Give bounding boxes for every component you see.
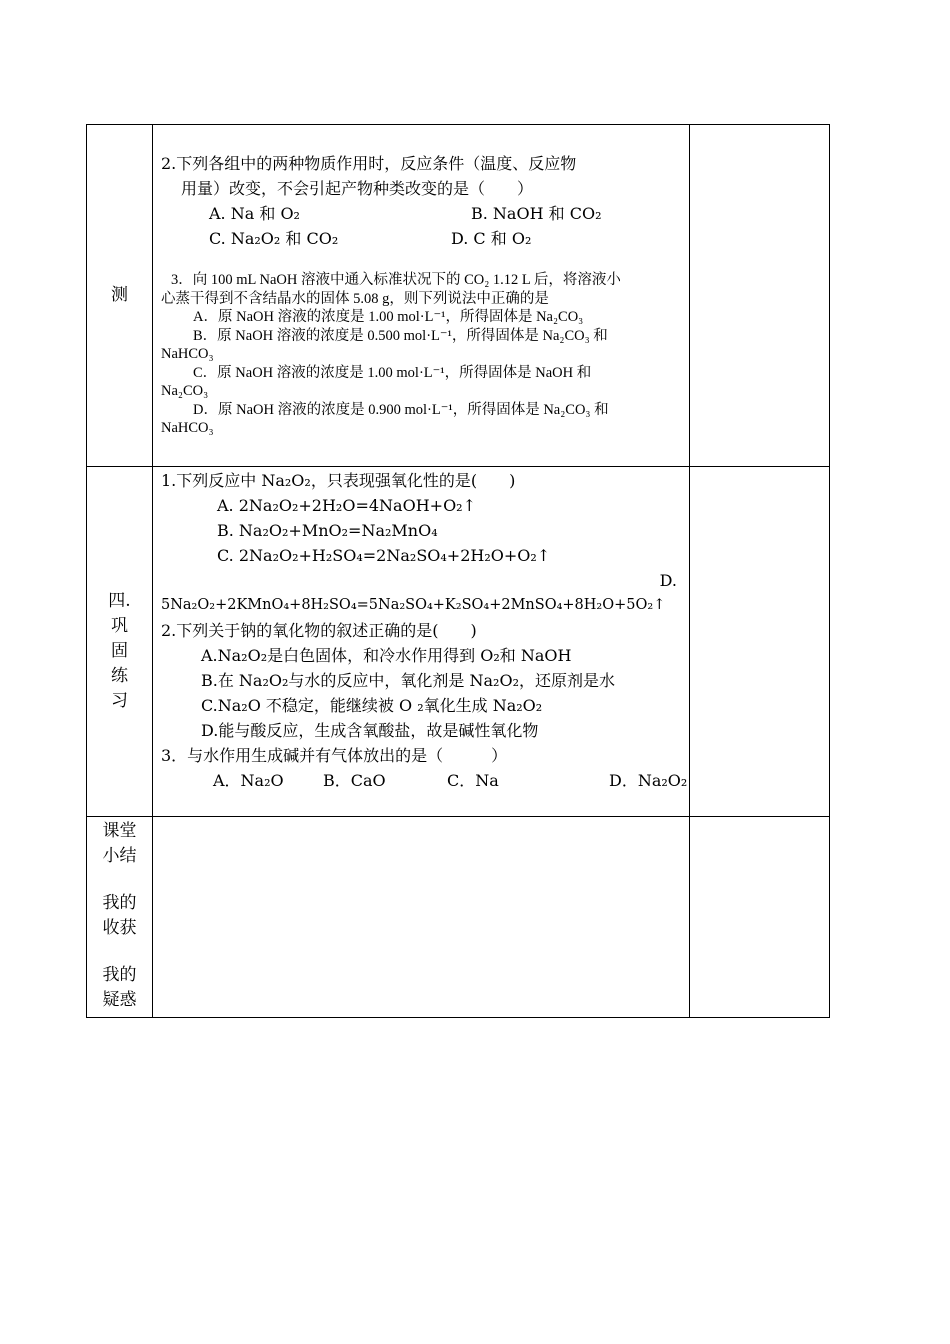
q2-stem-line2: 用量）改变，不会引起产物种类改变的是（ ）	[181, 179, 534, 198]
summary-label-line-8: 疑惑	[102, 990, 137, 1010]
practice-q2-option-d: D.能与酸反应，生成含氧酸盐，故是碱性氧化物	[201, 721, 539, 740]
lesson-table	[86, 124, 830, 1018]
q3-option-a: A．原 NaOH 溶液的浓度是 1.00 mol·L⁻¹，所得固体是 Na₂CO₃	[193, 309, 584, 325]
practice-q2-stem: 2.下列关于钠的氧化物的叙述正确的是( )	[161, 621, 477, 640]
q2-option-a: A. Na 和 O₂	[209, 204, 300, 223]
row-test	[87, 125, 830, 467]
summary-label-line-7: 我的	[102, 965, 137, 985]
summary-label-line-2: 小结	[102, 846, 137, 866]
row-practice-label	[87, 467, 153, 817]
q3-option-c-line2: Na₂CO₃	[161, 383, 209, 399]
practice-q1-option-d-label: D.	[659, 571, 677, 590]
q2-stem-line1: 2.下列各组中的两种物质作用时，反应条件（温度、反应物	[161, 154, 577, 173]
row-practice	[87, 467, 830, 817]
practice-q1-option-c: C. 2Na₂O₂+H₂SO₄=2Na₂SO₄+2H₂O+O₂↑	[217, 546, 551, 565]
row-summary	[87, 817, 830, 1018]
q2-option-d: D. C 和 O₂	[451, 229, 532, 248]
practice-q3-option-a: A．Na₂O	[213, 771, 284, 790]
row-summary-content[interactable]	[153, 817, 690, 1018]
summary-label-line-5: 收获	[102, 918, 137, 938]
summary-label-line-1: 课堂	[102, 821, 137, 841]
q3-option-b-line2: NaHCO₃	[161, 346, 214, 362]
practice-q1-option-b: B. Na₂O₂+MnO₂=Na₂MnO₄	[217, 521, 438, 540]
practice-q3-option-c: C．Na	[447, 771, 499, 790]
practice-label-line-3: 固	[111, 641, 128, 661]
row-test-label-text: 测	[111, 285, 128, 305]
row-test-label	[87, 125, 153, 467]
practice-label-line-4: 练	[111, 666, 128, 686]
summary-label-line-4: 我的	[102, 893, 137, 913]
practice-q2-option-a: A.Na₂O₂是白色固体，和冷水作用得到 O₂和 NaOH	[201, 646, 572, 665]
practice-q3-option-b: B．CaO	[323, 771, 386, 790]
practice-q2-option-c: C.Na₂O 不稳定，能继续被 O ₂氧化生成 Na₂O₂	[201, 696, 543, 715]
q3-stem-line2: 心蒸干得到不含结晶水的固体 5.08 g，则下列说法中正确的是	[161, 290, 549, 307]
q3-stem-line1: 3．向 100 mL NaOH 溶液中通入标准状况下的 CO₂ 1.12 L 后，将溶液小	[171, 272, 621, 288]
q3-option-d-line1: D．原 NaOH 溶液的浓度是 0.900 mol·L⁻¹，所得固体是 Na₂CO₃ 和	[193, 401, 609, 418]
practice-label-line-5: 习	[111, 691, 128, 711]
row-summary-label	[87, 817, 153, 1018]
practice-q3-stem: 3．与水作用生成碱并有气体放出的是（ ）	[161, 746, 508, 765]
row-test-content	[153, 125, 690, 467]
practice-q1-option-d: 5Na₂O₂+2KMnO₄+8H₂SO₄=5Na₂SO₄+K₂SO₄+2MnSO₄+8H₂O+5O₂↑	[161, 597, 666, 613]
row-test-notes	[690, 125, 830, 467]
practice-label-line-1: 四.	[108, 591, 131, 611]
practice-label-line-2: 巩	[111, 616, 128, 636]
row-practice-notes	[690, 467, 830, 817]
q3-option-c-line1: C．原 NaOH 溶液的浓度是 1.00 mol·L⁻¹，所得固体是 NaOH 和	[193, 364, 592, 381]
practice-q2-option-b: B.在 Na₂O₂与水的反应中，氧化剂是 Na₂O₂，还原剂是水	[201, 671, 615, 690]
row-practice-content	[153, 467, 690, 817]
q2-option-b: B. NaOH 和 CO₂	[471, 204, 602, 223]
practice-q1-option-a: A. 2Na₂O₂+2H₂O=4NaOH+O₂↑	[217, 496, 476, 515]
practice-q3-option-d: D．Na₂O₂	[609, 771, 688, 790]
q2-option-c: C. Na₂O₂ 和 CO₂	[209, 229, 339, 248]
q3-option-d-line2: NaHCO₃	[161, 420, 214, 436]
row-summary-notes	[690, 817, 830, 1018]
practice-q1-stem: 1.下列反应中 Na₂O₂，只表现强氧化性的是( )	[161, 471, 516, 490]
q3-option-b-line1: B．原 NaOH 溶液的浓度是 0.500 mol·L⁻¹，所得固体是 Na₂CO₃ 和	[193, 327, 608, 344]
